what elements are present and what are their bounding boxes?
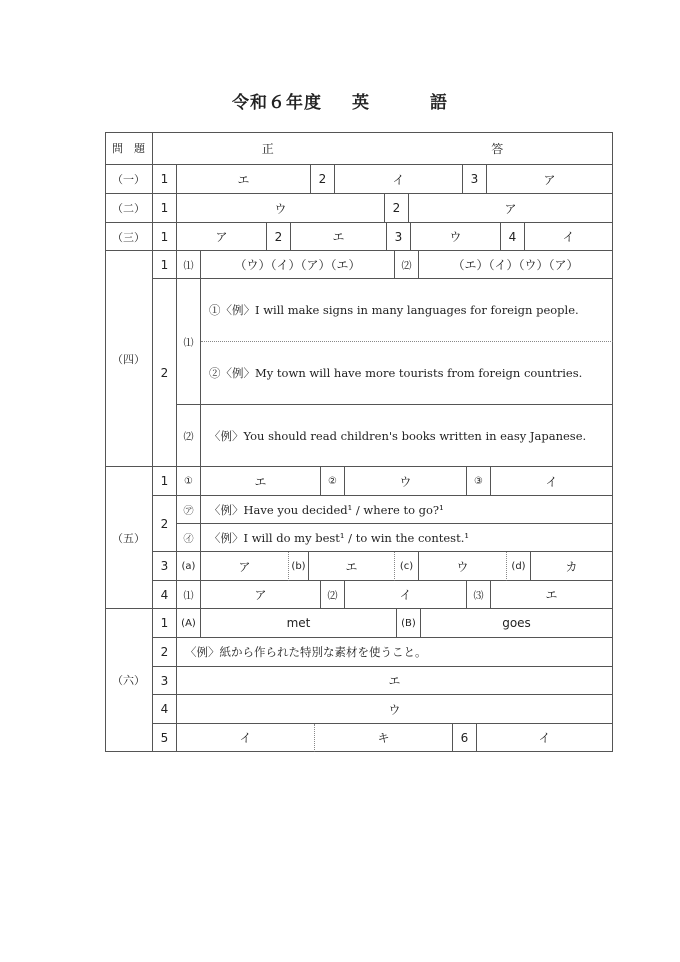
s5-q4-answer1: ア [201, 581, 321, 609]
s5-q2-part-a: ㋐ [177, 496, 201, 524]
s5-q3-num: 3 [153, 552, 177, 581]
s4-q1-answer1: （ウ）（イ）（ア）（エ） [201, 251, 395, 279]
s5-q2-answer-i: 〈例〉I will do my best¹ / to win the contest.¹ [201, 524, 613, 552]
s4-q1-part1: ⑴ [177, 251, 201, 279]
s5-q1-circle3: ③ [467, 467, 491, 496]
s5-q1-circle1: ① [177, 467, 201, 496]
s6-q2-answer: 〈例〉紙から作られた特別な素材を使うこと。 [177, 638, 613, 667]
s6-q1-answer-b: goes [421, 609, 613, 638]
s6-q6-num: 6 [453, 724, 477, 752]
s5-q4-num: 4 [153, 581, 177, 609]
s5-q2-answer-a: 〈例〉Have you decided¹ / where to go?¹ [201, 496, 613, 524]
s5-q3-part-c: (c) [395, 552, 419, 581]
s5-q1-num: 1 [153, 467, 177, 496]
s5-q3-answer-a: ア [201, 552, 289, 581]
header-tou: 答 [491, 141, 504, 156]
header-seitou [153, 132, 613, 165]
s6-q4-answer: ウ [177, 695, 613, 724]
s3-num-3: 3 [387, 223, 411, 251]
s1-answer-1: エ [177, 165, 311, 194]
s5-q2-num: 2 [153, 496, 177, 552]
s4-q2-num: 2 [153, 279, 177, 467]
title-year: 令和６年度 [232, 93, 322, 113]
header-sei: 正 [261, 141, 274, 156]
s4-q2-part2: ⑵ [177, 405, 201, 467]
s2-num-1: 1 [153, 194, 177, 223]
s6-q3-answer: エ [177, 667, 613, 695]
section-5-label: （五） [105, 467, 153, 609]
header-mondai: 問 題 [105, 132, 153, 165]
s5-q4-part1: ⑴ [177, 581, 201, 609]
s6-q5-answer2: キ [315, 724, 453, 752]
section-6-label: （六） [105, 609, 153, 752]
section-4-label: （四） [105, 251, 153, 467]
title-subject-b: 語 [430, 93, 448, 113]
s3-num-2: 2 [267, 223, 291, 251]
s3-answer-3: ウ [411, 223, 501, 251]
s6-q1-part-b: (B) [397, 609, 421, 638]
s5-q3-part-d: (d) [507, 552, 531, 581]
s5-q3-answer-c: ウ [419, 552, 507, 581]
s5-q3-answer-d: カ [531, 552, 613, 581]
s2-answer-2: ア [409, 194, 613, 223]
s6-q1-part-a: (A) [177, 609, 201, 638]
s4-q2-part1: ⑴ [177, 279, 201, 405]
s2-num-2: 2 [385, 194, 409, 223]
s6-q5-num: 5 [153, 724, 177, 752]
s6-q6-answer: イ [477, 724, 613, 752]
s4-q2-answer1-1: ①〈例〉I will make signs in many languages for foreign people. [201, 279, 613, 342]
s5-q3-part-b: (b) [289, 552, 309, 581]
s5-q4-answer3: エ [491, 581, 613, 609]
s3-num-1: 1 [153, 223, 177, 251]
s3-answer-4: イ [525, 223, 613, 251]
s5-q1-answer1: エ [201, 467, 321, 496]
answer-table [105, 132, 613, 752]
section-2-label: （二） [105, 194, 153, 223]
s3-num-4: 4 [501, 223, 525, 251]
s5-q3-answer-b: エ [309, 552, 395, 581]
s3-answer-1: ア [177, 223, 267, 251]
s5-q4-answer2: イ [345, 581, 467, 609]
s5-q1-circle2: ② [321, 467, 345, 496]
s5-q3-part-a: (a) [177, 552, 201, 581]
page-title [0, 88, 680, 113]
s4-q2-answer1-2: ②〈例〉My town will have more tourists from foreign countries. [201, 342, 613, 405]
s1-num-2: 2 [311, 165, 335, 194]
s1-num-3: 3 [463, 165, 487, 194]
s3-answer-2: エ [291, 223, 387, 251]
s5-q1-answer3: イ [491, 467, 613, 496]
s6-q1-answer-a: met [201, 609, 397, 638]
s6-q4-num: 4 [153, 695, 177, 724]
s4-q1-answer2: （エ）（イ）（ウ）（ア） [419, 251, 613, 279]
s1-answer-3: ア [487, 165, 613, 194]
s6-q2-num: 2 [153, 638, 177, 667]
s6-q1-num: 1 [153, 609, 177, 638]
title-subject-a: 英 [352, 93, 370, 113]
s5-q4-part3: ⑶ [467, 581, 491, 609]
s1-num-1: 1 [153, 165, 177, 194]
s5-q4-part2: ⑵ [321, 581, 345, 609]
s4-q2-answer2: 〈例〉You should read children's books written in easy Japanese. [201, 405, 613, 467]
s2-answer-1: ウ [177, 194, 385, 223]
s6-q5-answer1: イ [177, 724, 315, 752]
section-3-label: （三） [105, 223, 153, 251]
s5-q2-part-i: ㋑ [177, 524, 201, 552]
s6-q3-num: 3 [153, 667, 177, 695]
s5-q1-answer2: ウ [345, 467, 467, 496]
s4-q1-part2: ⑵ [395, 251, 419, 279]
s1-answer-2: イ [335, 165, 463, 194]
s4-q1-num: 1 [153, 251, 177, 279]
section-1-label: （一） [105, 165, 153, 194]
